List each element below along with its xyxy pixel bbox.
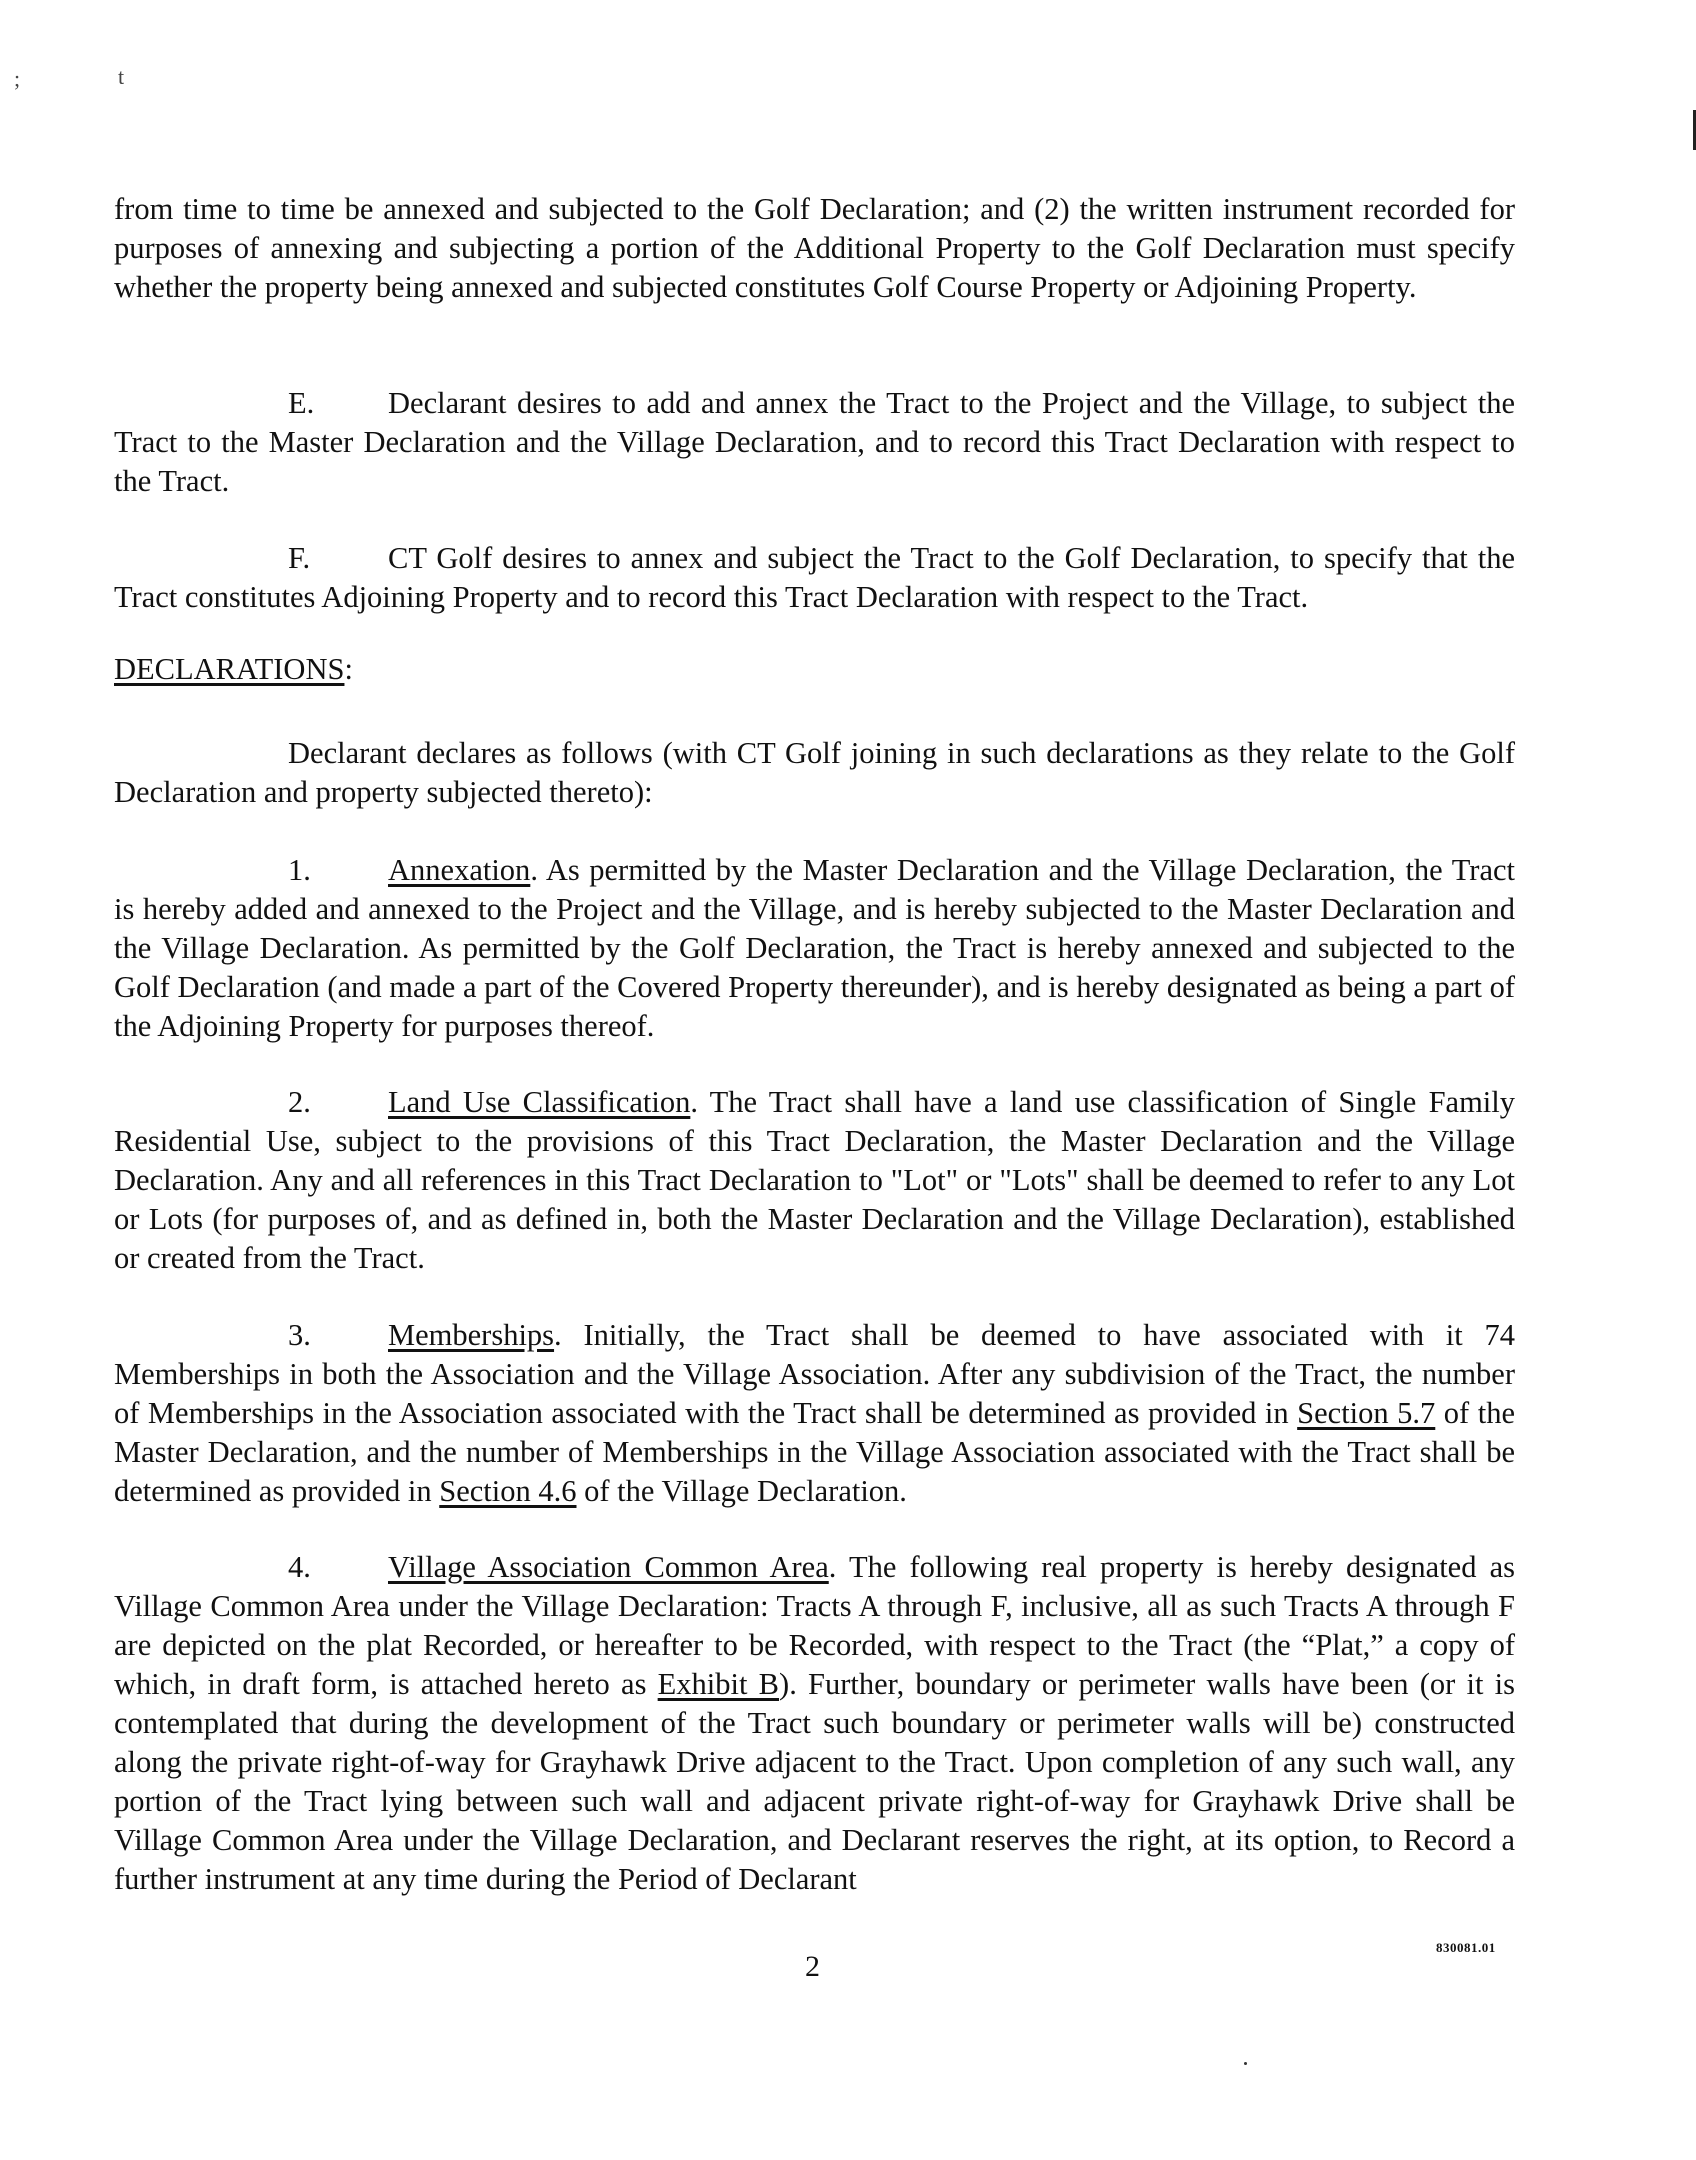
section-4-ref-exhibit: Exhibit B [657,1667,780,1701]
section-2-text: . The Tract shall have a land use classification of Single Family Residential Use, subject to the provisions of this Tract Declaration, the Master Declaration and the Village Declaration. Any and all references in this Tract Declaration to "Lot" or "Lots" shall be deemed to refer to any Lot or Lots (for purposes of, and as defined in, both the Master Declaration and the Village Declaration), established or created from the Tract. [114,1085,1515,1275]
section-1-title: Annexation [388,853,531,887]
document-number: 830081.01 [1436,1940,1496,1955]
section-4-text-a: . The following real property is hereby designated as Village Common Area under the Village Declaration: Tracts A through F, inclusive, all as such Tracts A through F are depicted on the plat Recorded, or hereafter to be Recorded, with respect to the Tract (the “Plat,” a copy of which, in draft form, is attached hereto as [114,1550,1515,1701]
recital-f-text: CT Golf desires to annex and subject the Tract to the Golf Declaration, to specify that the Tract constitutes Adjoining Property and to record this Tract Declaration with respect to the Tract. [114,541,1515,614]
recital-e-marker: E. [288,386,315,420]
declarations-heading [114,650,353,689]
section-3-ref-village: Section 4.6 [439,1474,577,1508]
declarations-heading-text: DECLARATIONS [114,652,345,686]
scan-mark-right: t [118,64,125,89]
section-1-number: 1. [288,853,311,887]
scan-mark-left: ; [14,66,21,91]
section-4-number: 4. [288,1550,311,1584]
section-3-number: 3. [288,1318,311,1352]
section-4-text-b: ). Further, boundary or perimeter walls have been (or it is contemplated that during the development of the Tract such boundary or perimeter walls will be) constructed along the private right-of-way for Grayhawk Drive adjacent to the Tract. Upon completion of any such wall, any portion of the Tract lying between such wall and adjacent private right-of-way for Grayhawk Drive shall be Village Common Area under the Village Declaration, and Declarant reserves the right, at its option, to Record a further instrument at any time during the Period of Declarant [114,1667,1515,1896]
section-2-title: Land Use Classification [388,1085,691,1119]
section-2-number: 2. [288,1085,311,1119]
recital-f-paragraph [114,539,1515,617]
section-3-text-c: of the Village Declaration. [576,1474,907,1508]
section-3-title: Memberships [388,1318,555,1352]
section-3-text-b: of the Master Declaration, and the number of Memberships in the Village Association associated with the Tract shall be determined as provided in [114,1396,1515,1508]
section-3-paragraph [114,1316,1515,1511]
recital-e-text: Declarant desires to add and annex the Tract to the Project and the Village, to subject the Tract to the Master Declaration and the Village Declaration, and to record this Tract Declaration with respect to the Tract. [114,386,1515,498]
declarations-intro-text: Declarant declares as follows (with CT Golf joining in such declarations as they relate to the Golf Declaration and property subjected thereto): [114,736,1515,809]
section-4-title: Village Association Common Area [388,1550,829,1584]
section-2-paragraph [114,1083,1515,1278]
section-3-ref-master: Section 5.7 [1297,1396,1436,1430]
section-3-text-a: . Initially, the Tract shall be deemed to have associated with it 74 Memberships in both the Association and the Village Association. After any subdivision of the Tract, the number of Memberships in the Association associated with the Tract shall be determined as provided in [114,1318,1515,1430]
intro-paragraph [114,190,1515,307]
recital-e-paragraph [114,384,1515,501]
recital-f-marker: F. [288,541,311,575]
declarations-intro-paragraph [114,734,1515,812]
declarations-heading-colon: : [344,652,353,686]
section-1-paragraph [114,851,1515,1046]
page-number: 2 [805,1950,820,1983]
scan-speck [1244,2062,1247,2065]
section-1-text: . As permitted by the Master Declaration and the Village Declaration, the Tract is hereby added and annexed to the Project and the Village, and is hereby subjected to the Master Declaration and the Village Declaration. As permitted by the Golf Declaration, the Tract is hereby annexed and subjected to the Golf Declaration (and made a part of the Covered Property thereunder), and is hereby designated as being a part of the Adjoining Property for purposes thereof. [114,853,1515,1043]
intro-text: from time to time be annexed and subjected to the Golf Declaration; and (2) the written instrument recorded for purposes of annexing and subjecting a portion of the Additional Property to the Golf Declaration must specify whether the property being annexed and subjected constitutes Golf Course Property or Adjoining Property. [114,192,1515,304]
section-4-paragraph [114,1548,1515,1899]
